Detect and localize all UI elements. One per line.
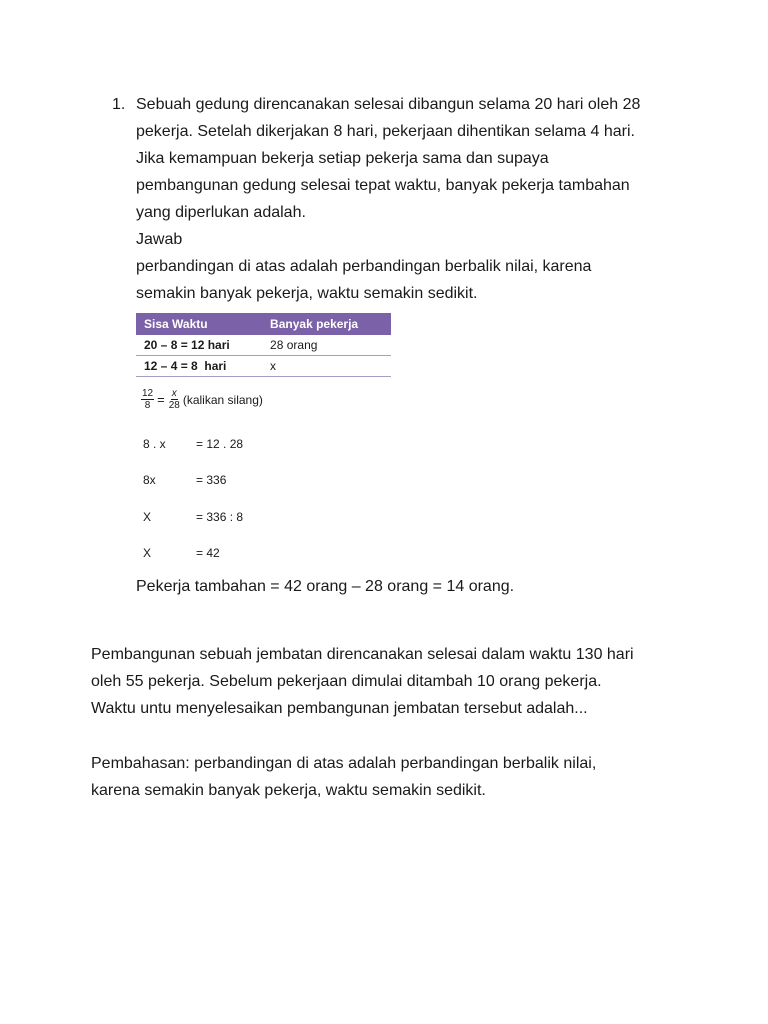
fraction-numerator: 12: [142, 388, 154, 399]
discussion-line: karena semakin banyak pekerja, waktu semakin sedikit.: [91, 782, 486, 799]
table-cell: 20 – 8 = 12 hari: [136, 335, 262, 356]
discussion: [91, 750, 596, 804]
explanation-line: perbandingan di atas adalah perbandingan berbalik nilai, karena: [136, 258, 592, 275]
question-1-line: pekerja. Setelah dikerjakan 8 hari, pekerjaan dihentikan selama 4 hari.: [136, 123, 635, 140]
table-cell: x: [262, 356, 391, 377]
ratio-table: [136, 313, 391, 377]
question-1: [136, 91, 640, 307]
step-rhs: = 336 : 8: [196, 510, 244, 524]
fraction-equation: [141, 388, 263, 411]
fraction-denominator: 28: [168, 400, 180, 411]
step-lhs: X: [143, 510, 152, 524]
question-2-line: oleh 55 pekerja. Sebelum pekerjaan dimulai ditambah 10 orang pekerja.: [91, 673, 602, 690]
equals-sign: =: [157, 392, 165, 407]
step-rhs: = 12 . 28: [196, 437, 244, 451]
question-1-line: Sebuah gedung direncanakan selesai dibangun selama 20 hari oleh 28: [136, 96, 641, 113]
step-rhs: = 42: [196, 546, 220, 560]
discussion-line: Pembahasan: perbandingan di atas adalah perbandingan berbalik nilai,: [91, 755, 597, 772]
question-2-line: Waktu untu menyelesaikan pembangunan jembatan tersebut adalah...: [91, 700, 588, 717]
table-header: Banyak pekerja: [262, 313, 391, 335]
table-header: Sisa Waktu: [136, 313, 262, 335]
explanation-line: semakin banyak pekerja, waktu semakin sedikit.: [136, 285, 478, 302]
table-header-row: [136, 313, 391, 335]
question-2-line: Pembangunan sebuah jembatan direncanakan selesai dalam waktu 130 hari: [91, 646, 634, 663]
step-rhs: = 336: [196, 473, 227, 487]
fraction-denominator: 8: [144, 400, 151, 411]
answer-label: Jawab: [136, 231, 183, 248]
question-1-line: yang diperlukan adalah.: [136, 204, 306, 221]
fraction-note: (kalikan silang): [182, 392, 263, 407]
fraction-left: [141, 388, 154, 411]
step-lhs: 8x: [143, 473, 156, 487]
fraction-right: [168, 388, 181, 411]
item-number: 1.: [112, 96, 126, 113]
table-row: [136, 335, 391, 356]
table-cell: 28 orang: [262, 335, 391, 356]
step-lhs: X: [143, 546, 152, 560]
question-2: [91, 641, 634, 722]
table-cell: 12 – 4 = 8 hari: [136, 356, 262, 377]
step-lhs: 8 . x: [143, 437, 166, 451]
table-row: [136, 356, 391, 377]
fraction-numerator: x: [171, 388, 177, 399]
conclusion: Pekerja tambahan = 42 orang – 28 orang = 14 orang.: [136, 578, 515, 595]
question-1-line: Jika kemampuan bekerja setiap pekerja sama dan supaya: [136, 150, 549, 167]
question-1-line: pembangunan gedung selesai tepat waktu, banyak pekerja tambahan: [136, 177, 630, 194]
